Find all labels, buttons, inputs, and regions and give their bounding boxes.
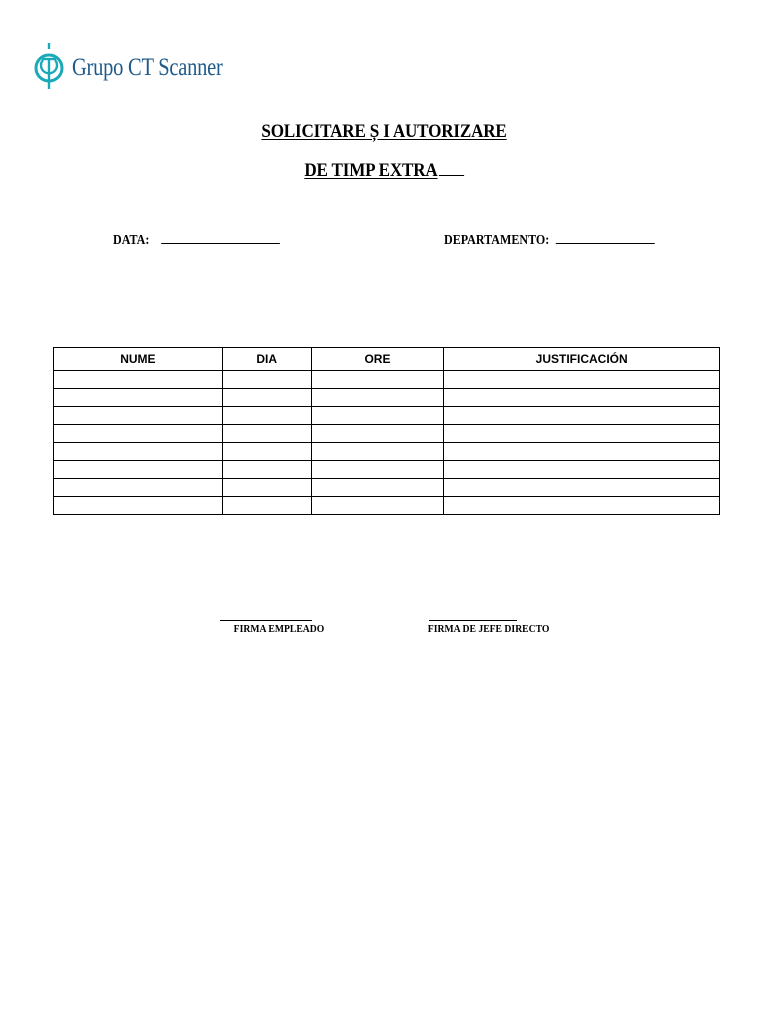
department-label: DEPARTAMENTO: <box>444 233 550 248</box>
title-line2-text: DE TIMP EXTRA <box>304 160 438 181</box>
table-cell[interactable] <box>311 497 444 515</box>
table-cell[interactable] <box>444 425 720 443</box>
table-cell[interactable] <box>444 497 720 515</box>
table-cell[interactable] <box>222 479 311 497</box>
table-cell[interactable] <box>311 425 444 443</box>
table-cell[interactable] <box>311 479 444 497</box>
table-cell[interactable] <box>222 497 311 515</box>
table-row <box>54 497 720 515</box>
employee-signature <box>220 612 338 635</box>
table-cell[interactable] <box>444 443 720 461</box>
header-justificacion: JUSTIFICACIÓN <box>444 348 720 371</box>
table-cell[interactable] <box>222 389 311 407</box>
table-cell[interactable] <box>54 407 223 425</box>
supervisor-signature-label: FIRMA DE JEFE DIRECTO <box>427 623 550 635</box>
header-dia: DIA <box>222 348 311 371</box>
table-cell[interactable] <box>311 407 444 425</box>
header-ore: ORE <box>311 348 444 371</box>
date-input-line[interactable] <box>161 231 280 244</box>
form-title-line2 <box>38 160 729 182</box>
title-line1-text: SOLICITARE Ș I AUTORIZARE <box>261 121 507 142</box>
table-row <box>54 461 720 479</box>
table-row <box>54 371 720 389</box>
employee-signature-label: FIRMA EMPLEADO <box>233 623 325 635</box>
table-row <box>54 479 720 497</box>
table-cell[interactable] <box>54 461 223 479</box>
table-cell[interactable] <box>222 443 311 461</box>
table-cell[interactable] <box>311 461 444 479</box>
table-cell[interactable] <box>54 479 223 497</box>
form-title-line1 <box>38 121 729 143</box>
date-field <box>113 231 280 249</box>
table-cell[interactable] <box>311 443 444 461</box>
overtime-table <box>53 347 720 515</box>
date-label: DATA: <box>113 233 150 248</box>
supervisor-signature <box>420 612 550 635</box>
title-blank-line <box>438 161 463 176</box>
logo-text: Grupo CT Scanner <box>72 54 223 81</box>
header-nume: NUME <box>54 348 223 371</box>
table-cell[interactable] <box>444 407 720 425</box>
table-row <box>54 389 720 407</box>
table-cell[interactable] <box>54 425 223 443</box>
table-cell[interactable] <box>444 461 720 479</box>
supervisor-signature-line[interactable] <box>429 612 517 621</box>
table-cell[interactable] <box>222 425 311 443</box>
table-cell[interactable] <box>54 389 223 407</box>
company-logo <box>34 38 256 98</box>
ct-scanner-logo-icon <box>34 39 64 97</box>
department-field <box>444 231 655 249</box>
table-cell[interactable] <box>222 371 311 389</box>
table-header-row <box>54 348 720 371</box>
table-row <box>54 443 720 461</box>
table-cell[interactable] <box>444 389 720 407</box>
table-cell[interactable] <box>311 371 444 389</box>
table-cell[interactable] <box>54 497 223 515</box>
table-row <box>54 425 720 443</box>
table-cell[interactable] <box>54 443 223 461</box>
table-cell[interactable] <box>444 479 720 497</box>
table-cell[interactable] <box>444 371 720 389</box>
table-cell[interactable] <box>311 389 444 407</box>
employee-signature-line[interactable] <box>220 612 312 621</box>
department-input-line[interactable] <box>556 231 655 244</box>
table-cell[interactable] <box>222 461 311 479</box>
table-row <box>54 407 720 425</box>
table-cell[interactable] <box>54 371 223 389</box>
table-cell[interactable] <box>222 407 311 425</box>
